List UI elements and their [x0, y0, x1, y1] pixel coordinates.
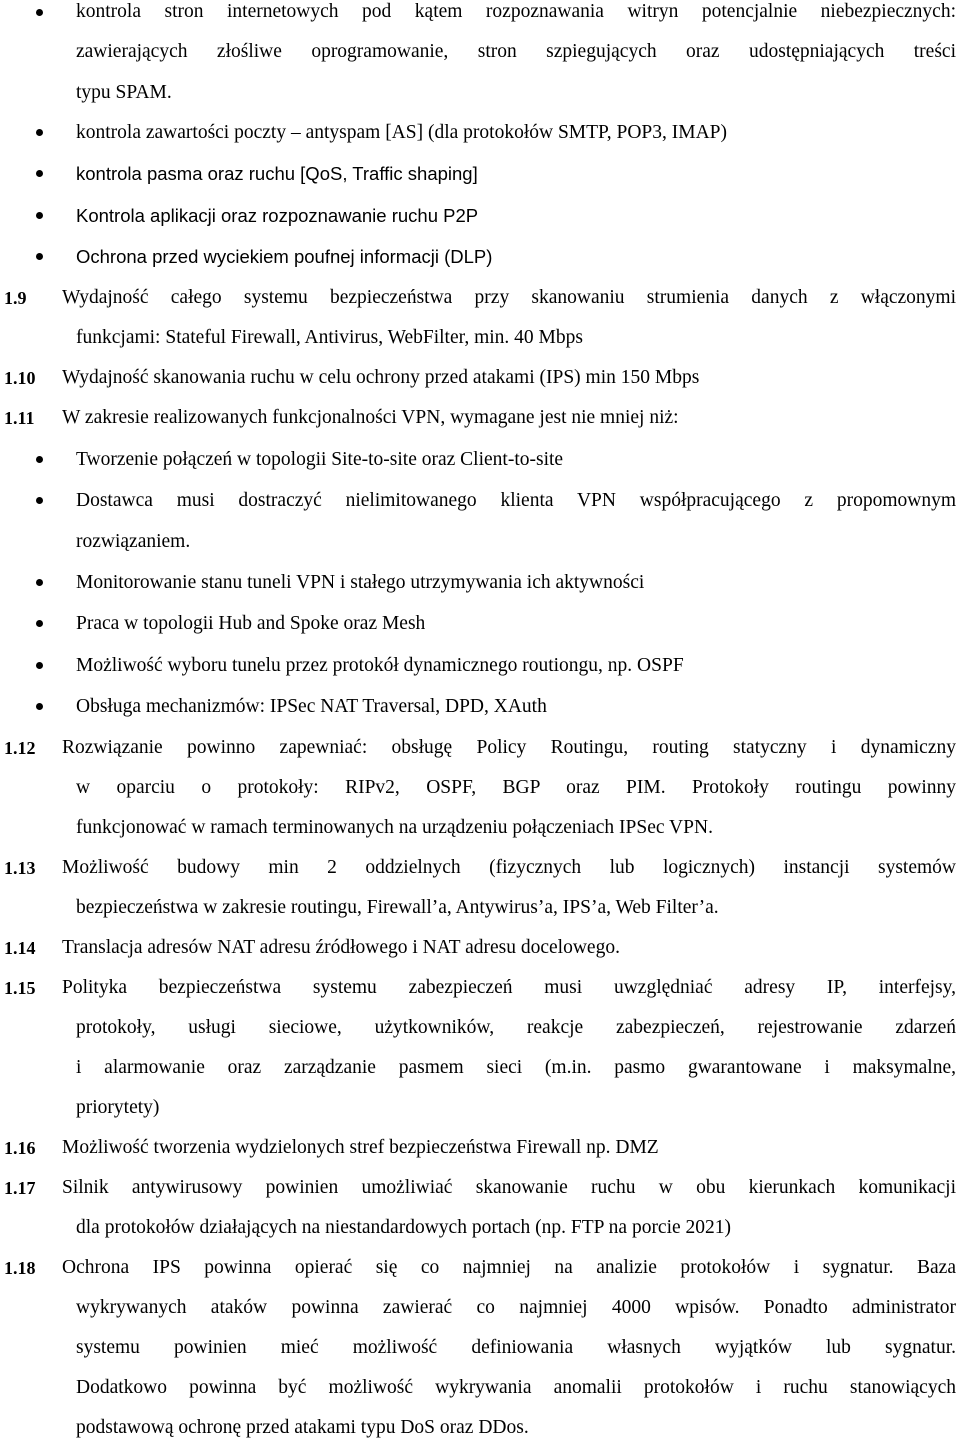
bullet-dot [36, 497, 43, 504]
item-text: Silnik antywirusowy powinien umożliwiać skanowanie ruchu w obu kierunkach komunikacji [62, 1177, 956, 1198]
item-text: funkcjami: Stateful Firewall, Antivirus, WebFilter, min. 40 Mbps [76, 327, 583, 348]
item-text: wykrywanych ataków powinna zawierać co najmniej 4000 wpisów. Ponadto administrator [76, 1297, 956, 1318]
item-text: Ochrona IPS powinna opierać się co najmniej na analizie protokołów i sygnatur. Baza [62, 1257, 956, 1278]
bullet-text: Praca w topologii Hub and Spoke oraz Mesh [76, 613, 426, 634]
item-text: bezpieczeństwa w zakresie routingu, Firewall’a, Antywirus’a, IPS’a, Web Filter’a. [76, 897, 719, 918]
item-number: 1.10 [4, 368, 36, 388]
bullet-text: Monitorowanie stanu tuneli VPN i stałego utrzymywania ich aktywności [76, 572, 645, 593]
bullet-dot [36, 456, 43, 463]
item-number: 1.15 [4, 978, 36, 998]
item-number: 1.16 [4, 1138, 36, 1158]
bullet-text: Tworzenie połączeń w topologii Site-to-site oraz Client-to-site [76, 449, 564, 470]
item-number: 1.12 [4, 738, 36, 758]
bullet-dot [36, 212, 43, 219]
bullet-text: kontrola stron internetowych pod kątem rozpoznawania witryn potencjalnie niebezpiecznych: [76, 1, 956, 22]
bullet-text: Możliwość wyboru tunelu przez protokół dynamicznego routiongu, np. OSPF [76, 655, 684, 676]
bullet-text: Obsługa mechanizmów: IPSec NAT Traversal, DPD, XAuth [76, 696, 547, 717]
item-text: Rozwiązanie powinno zapewniać: obsługę Policy Routingu, routing statyczny i dynamiczny [62, 737, 956, 758]
item-number: 1.9 [4, 288, 27, 308]
bullet-text: zawierających złośliwe oprogramowanie, stron szpiegujących oraz udostępniających treści [76, 41, 956, 62]
item-text: priorytety) [76, 1097, 160, 1118]
item-text: Możliwość tworzenia wydzielonych stref bezpieczeństwa Firewall np. DMZ [62, 1137, 659, 1158]
item-text: Wydajność całego systemu bezpieczeństwa przy skanowaniu strumienia danych z włączonymi [62, 287, 956, 308]
item-text: i alarmowanie oraz zarządzanie pasmem sieci (m.in. pasmo gwarantowane i maksymalne, [76, 1057, 956, 1078]
item-text: protokoły, usługi sieciowe, użytkowników, reakcje zabezpieczeń, rejestrowanie zdarzeń [76, 1017, 956, 1038]
bullet-text: Dostawca musi dostraczyć nielimitowanego klienta VPN współpracującego z propomownym [76, 490, 956, 511]
item-number: 1.14 [4, 938, 36, 958]
bullet-dot [36, 9, 43, 16]
bullet-dot [36, 662, 43, 669]
bullet-text: rozwiązaniem. [76, 531, 191, 552]
item-text: Translacja adresów NAT adresu źródłowego i NAT adresu docelowego. [62, 937, 620, 958]
item-text: w oparciu o protokoły: RIPv2, OSPF, BGP oraz PIM. Protokoły routingu powinny [76, 777, 956, 798]
item-number: 1.17 [4, 1178, 36, 1198]
bullet-dot [36, 253, 43, 260]
item-number: 1.18 [4, 1258, 36, 1278]
item-text: funkcjonować w ramach terminowanych na urządzeniu połączeniach IPSec VPN. [76, 817, 713, 838]
item-number: 1.13 [4, 858, 36, 878]
item-text: W zakresie realizowanych funkcjonalności VPN, wymagane jest nie mniej niż: [62, 407, 679, 428]
bullet-text: kontrola pasma oraz ruchu [QoS, Traffic shaping] [76, 163, 478, 184]
item-text: systemu powinien mieć możliwość definiowania własnych wyjątków lub sygnatur. [76, 1337, 956, 1358]
item-text: podstawową ochronę przed atakami typu DoS oraz DDos. [76, 1417, 529, 1438]
bullet-text: Ochrona przed wyciekiem poufnej informacji (DLP) [76, 246, 493, 267]
bullet-text: Kontrola aplikacji oraz rozpoznawanie ruchu P2P [76, 205, 479, 226]
bullet-dot [36, 129, 43, 136]
item-text: Polityka bezpieczeństwa systemu zabezpieczeń musi uwzględniać adresy IP, interfejsy, [62, 977, 956, 998]
item-text: Dodatkowo powinna być możliwość wykrywania anomalii protokołów i ruchu stanowiących [76, 1377, 956, 1398]
bullet-dot [36, 170, 43, 177]
item-text: Możliwość budowy min 2 oddzielnych (fizycznych lub logicznych) instancji systemów [62, 857, 956, 878]
item-text: Wydajność skanowania ruchu w celu ochrony przed atakami (IPS) min 150 Mbps [62, 367, 700, 388]
bullet-text: kontrola zawartości poczty – antyspam [AS] (dla protokołów SMTP, POP3, IMAP) [76, 122, 728, 143]
bullet-text: typu SPAM. [76, 82, 172, 103]
bullet-dot [36, 579, 43, 586]
bullet-dot [36, 703, 43, 710]
bullet-dot [36, 620, 43, 627]
item-number: 1.11 [4, 408, 35, 428]
item-text: dla protokołów działających na niestandardowych portach (np. FTP na porcie 2021) [76, 1217, 732, 1238]
